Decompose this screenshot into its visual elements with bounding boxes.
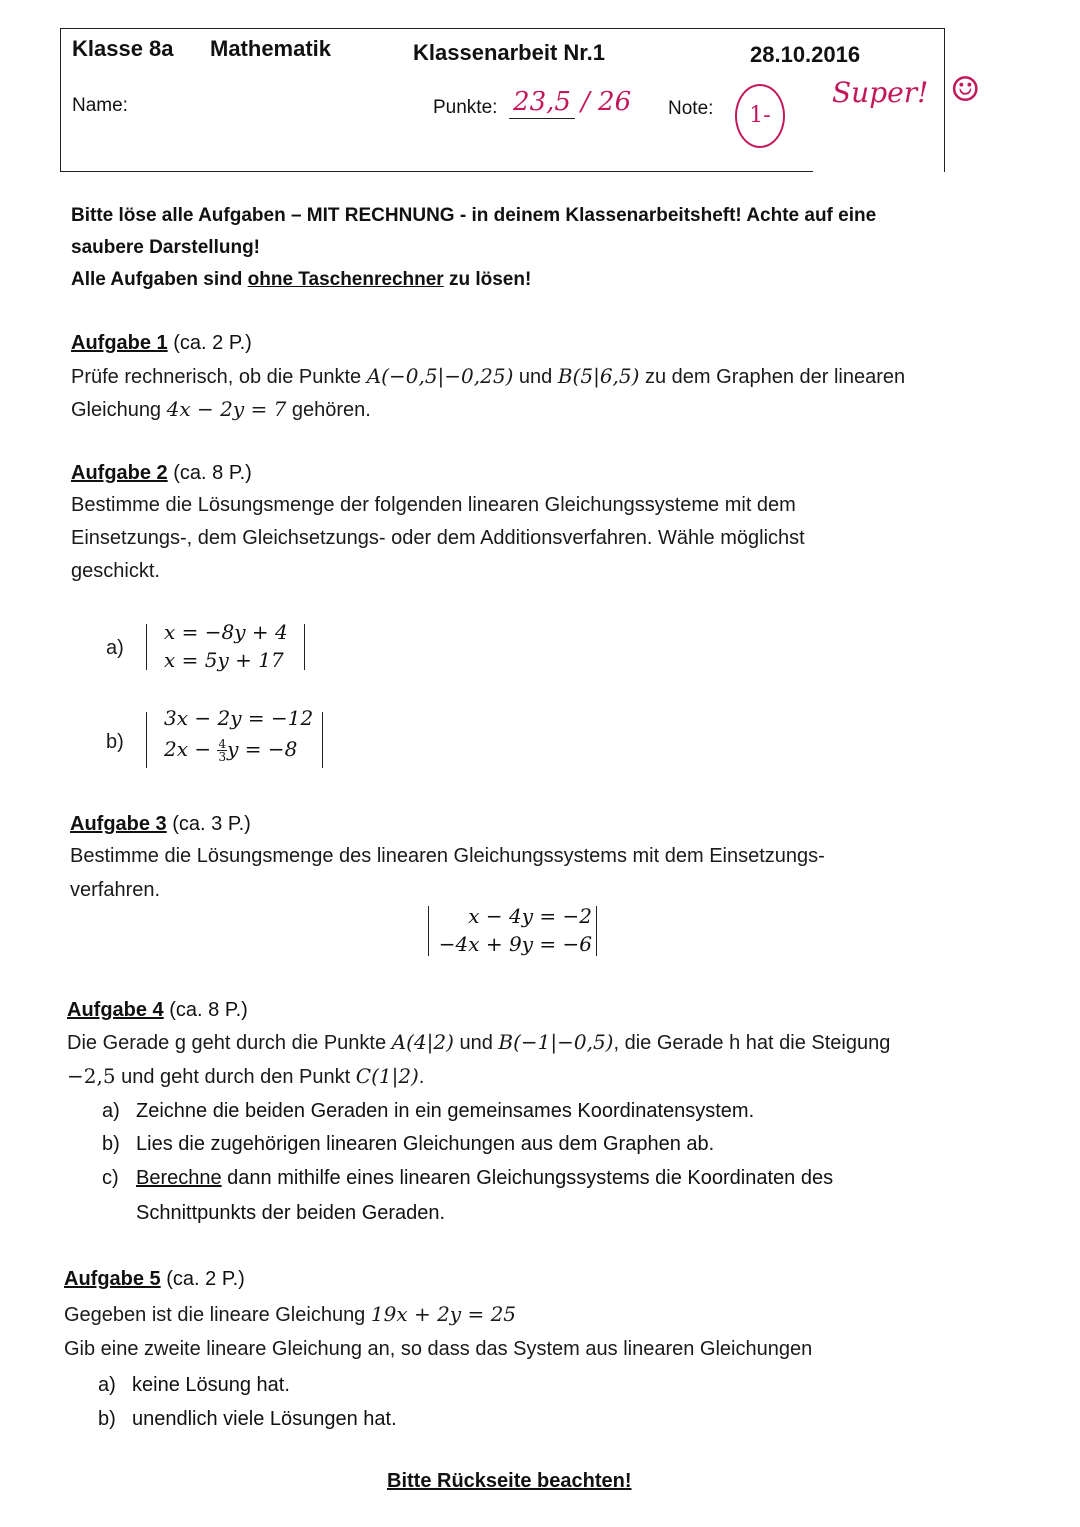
system-3 (432, 902, 592, 958)
task-4-item-a: a) Zeichne die beiden Geraden in ein gemeinsames Koordinatensystem. (102, 1100, 755, 1122)
system-2b (164, 704, 313, 766)
smiley-icon: ☺ (950, 70, 981, 110)
task-4-line-2: −2,5 und geht durch den Punkt C(1|2). (67, 1064, 425, 1088)
system-2a (164, 618, 288, 674)
system-3-eq-2: −4x + 9y = −6 (438, 932, 592, 956)
exam-title: Klassenarbeit Nr.1 (413, 40, 605, 65)
system-2a-left-bar (146, 624, 147, 670)
name-label: Name: (72, 95, 128, 116)
instructions-underlined: ohne Taschenrechner (247, 269, 444, 290)
header-divider (60, 171, 813, 172)
task-5-line-2: Gib eine zweite lineare Gleichung an, so dass das System aus linearen Gleichungen (64, 1338, 813, 1360)
task-4-item-c: c) Berechne dann mithilfe eines linearen Gleichungssystems die Koordinaten des (102, 1167, 834, 1189)
task-3-line-1: Bestimme die Lösungsmenge des linearen Gleichungssystems mit dem Einsetzungs- (70, 845, 825, 867)
system-2b-right-bar (322, 712, 323, 768)
turn-over-note: Bitte Rückseite beachten! (387, 1470, 632, 1492)
task-1-title: Aufgabe 1 (ca. 2 P.) (71, 332, 252, 354)
task-5-item-b: b) unendlich viele Lösungen hat. (98, 1408, 397, 1430)
fraction-four-thirds: $\frac{4}{3}$ (218, 737, 227, 764)
task-1-line-1: Prüfe rechnerisch, ob die Punkte A(−0,5|−0,25) und B(5|6,5) zu dem Graphen der linearen (71, 364, 906, 388)
system-3-left-bar (428, 906, 429, 956)
system-2b-eq-1: 3x − 2y = −12 (164, 706, 314, 730)
instructions-line-3: Alle Aufgaben sind ohne Taschenrechner zu lösen! (71, 269, 532, 290)
instructions-line-2: saubere Darstellung! (71, 237, 260, 258)
grade-label: Note: (668, 98, 714, 119)
system-2b-left-bar (146, 712, 147, 768)
task-2-line-3: geschickt. (71, 560, 160, 582)
system-2a-right-bar (304, 624, 305, 670)
grade-value: 1- (735, 84, 785, 148)
task-5-line-1: Gegeben ist die lineare Gleichung 19x + 2y = 25 (64, 1302, 517, 1326)
task-3-title: Aufgabe 3 (ca. 3 P.) (70, 813, 251, 835)
task-1-line-2: Gleichung 4x − 2y = 7 gehören. (71, 397, 371, 421)
system-3-eq-1: x − 4y = −2 (468, 904, 592, 928)
points-max: / 26 (581, 87, 632, 117)
subject-label: Mathematik (210, 36, 332, 61)
points-label: Punkte: (433, 97, 498, 118)
task-2-title: Aufgabe 2 (ca. 8 P.) (71, 462, 252, 484)
task-4-item-b: b) Lies die zugehörigen linearen Gleichungen aus dem Graphen ab. (102, 1133, 715, 1155)
teacher-comment: Super! (832, 76, 929, 109)
task-5-item-a: a) keine Lösung hat. (98, 1374, 290, 1396)
task-3-line-2: verfahren. (70, 879, 161, 901)
system-3-right-bar (596, 906, 597, 956)
system-2a-eq-2: x = 5y + 17 (164, 648, 284, 672)
system-2b-eq-2: 2x − $\frac{4}{3}$ y = −8 (164, 737, 298, 764)
task-5-title: Aufgabe 5 (ca. 2 P.) (64, 1268, 245, 1290)
task-2-line-2: Einsetzungs-, dem Gleichsetzungs- oder dem Additionsverfahren. Wähle möglichst (71, 527, 805, 549)
task-4-line-1: Die Gerade g geht durch die Punkte A(4|2) und B(−1|−0,5), die Gerade h hat die Steigung (67, 1030, 891, 1054)
points-value: 23,5 (509, 86, 575, 119)
exam-date: 28.10.2016 (750, 42, 861, 67)
system-2a-eq-1: x = −8y + 4 (164, 620, 288, 644)
task-4-title: Aufgabe 4 (ca. 8 P.) (67, 999, 248, 1021)
class-label: Klasse 8a (72, 36, 174, 61)
task-2a-label: a) (106, 637, 124, 659)
task-2-line-1: Bestimme die Lösungsmenge der folgenden linearen Gleichungssysteme mit dem (71, 494, 796, 516)
task-2b-label: b) (106, 731, 124, 753)
task-4-item-c-continued: Schnittpunkts der beiden Geraden. (136, 1202, 446, 1224)
instructions-line-1: Bitte löse alle Aufgaben – MIT RECHNUNG - in deinem Klassenarbeitsheft! Achte auf eine (71, 205, 877, 226)
